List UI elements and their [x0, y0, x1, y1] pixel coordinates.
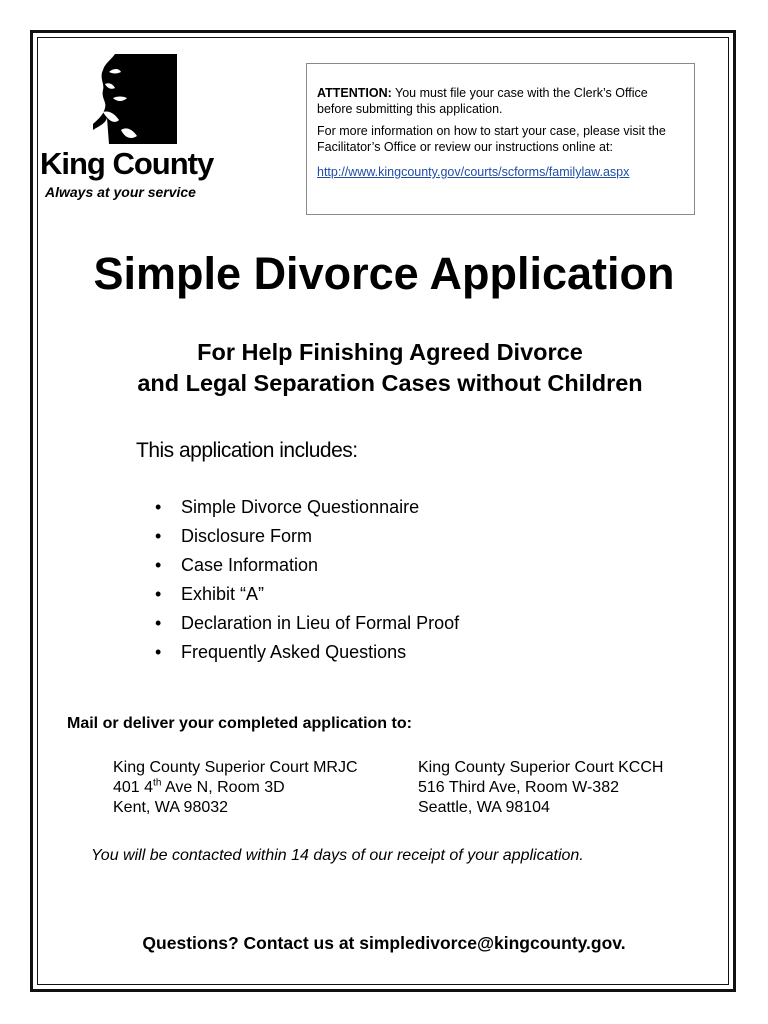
attention-paragraph: [317, 85, 684, 117]
street-number: 401 4: [113, 779, 154, 796]
logo-tagline: Always at your service: [45, 184, 196, 200]
page-title: Simple Divorce Application: [93, 248, 675, 299]
includes-heading: This application includes:: [136, 439, 358, 462]
info-text: For more information on how to start your case, please visit the Facilitator’s Office or review our instructions online at:: [317, 124, 666, 154]
street-rest: Ave N, Room 3D: [161, 779, 285, 796]
logo-name: King County: [40, 146, 214, 181]
address-name: King County Superior Court MRJC: [113, 759, 358, 776]
subtitle-line-1: For Help Finishing Agreed Divorce: [197, 339, 583, 365]
attention-text: You must file your case with the Clerk’s Office before submitting this application.: [317, 86, 648, 116]
address-name: King County Superior Court KCCH: [418, 759, 664, 776]
address-mrjc: [113, 758, 358, 818]
list-item: • Case Information: [152, 551, 459, 580]
list-item: • Declaration in Lieu of Formal Proof: [152, 609, 459, 638]
subtitle-line-2: and Legal Separation Cases without Children: [137, 370, 643, 396]
list-item: • Simple Divorce Questionnaire: [152, 493, 459, 522]
address-street: [113, 778, 358, 798]
attention-box: [306, 63, 695, 215]
king-county-logo: [40, 52, 230, 202]
includes-list: [152, 493, 459, 667]
street-ordinal: th: [153, 777, 162, 789]
address-street: 516 Third Ave, Room W-382: [418, 779, 619, 796]
list-item: • Disclosure Form: [152, 522, 459, 551]
instructions-link[interactable]: http://www.kingcounty.gov/courts/scforms/familylaw.aspx: [317, 165, 630, 179]
page-subtitle: [0, 337, 768, 399]
list-item: • Frequently Asked Questions: [152, 638, 459, 667]
list-item: • Exhibit “A”: [152, 580, 459, 609]
questions-contact: Questions? Contact us at simpledivorce@kingcounty.gov.: [142, 933, 626, 953]
contact-note: You will be contacted within 14 days of our receipt of your application.: [91, 847, 584, 864]
mail-heading: Mail or deliver your completed application to:: [67, 715, 412, 732]
address-city: Kent, WA 98032: [113, 799, 229, 816]
king-county-portrait-icon: [93, 54, 177, 144]
address-kcch: [418, 758, 663, 818]
address-city: Seattle, WA 98104: [418, 799, 550, 816]
attention-label: ATTENTION:: [317, 86, 392, 100]
